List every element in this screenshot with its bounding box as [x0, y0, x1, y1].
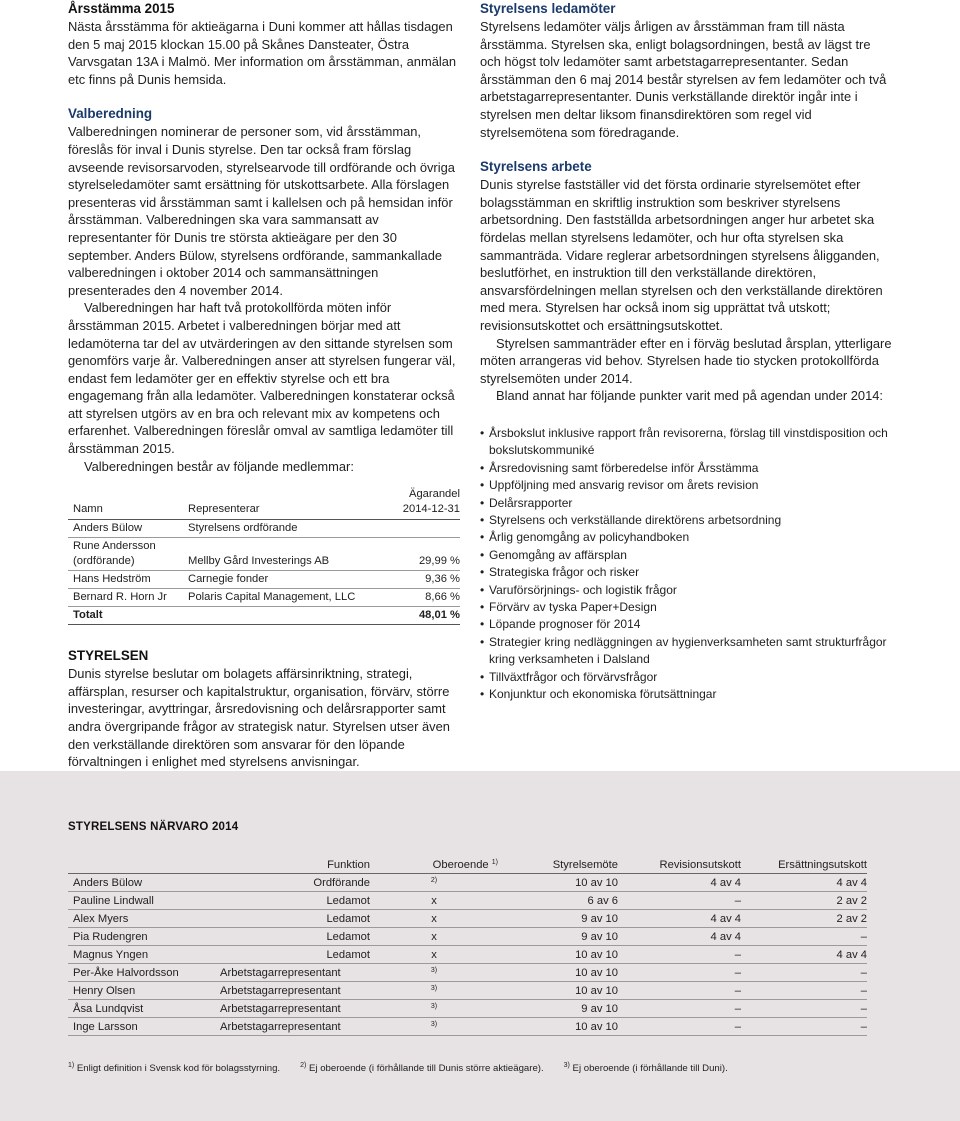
- board-text: Dunis styrelse beslutar om bolagets affärsinriktning, strategi, affärsplan, resurser och kapitalstruktur, organisation, förvärv, större investeringar, avyttringar, årsredovisning och delårsrapporter samt andra övergripande frågor av strategisk natur. Styrelsen utser även den verkställande direktören som ansvarar för den löpande förvaltningen i enlighet med styrelsens anvisningar.: [68, 666, 450, 770]
- cell-oberoende: x: [370, 928, 498, 946]
- cell-oberoende: x: [370, 892, 498, 910]
- cell-name: Alex Myers: [68, 910, 220, 928]
- agenda-item: • Styrelsens och verkställande direktörens arbetsordning: [480, 512, 892, 529]
- cell-funktion: Ledamot: [220, 892, 370, 910]
- agenda-item: • Löpande prognoser för 2014: [480, 616, 892, 633]
- cell-styrelsemote: 9 av 10: [498, 928, 618, 946]
- cell-name: Per-Åke Halvordsson: [68, 964, 220, 982]
- cell-funktion: Arbetstagarrepresentant: [220, 1000, 370, 1018]
- cell-represents: Carnegie fonder: [188, 573, 269, 586]
- cell-name: Bernard R. Horn Jr: [73, 591, 167, 604]
- attendance-row: [68, 928, 867, 946]
- attendance-table: [68, 857, 867, 1036]
- cell-styrelsemote: 6 av 6: [498, 892, 618, 910]
- nomination-paragraph-1: Valberedningen nominerar de personer som, vid årsstämman, föreslås för inval i Dunis styrelse. Den tar också fram förslag avseende revisorsarvoden, styrelsearvode till ordförande och övriga styrelseledamöter samt ersättning för utskottsarbete. Alla förslagen presenteras vid årsstämman samt i kallelsen och på hemsidan inför årsstämman. Valberedningen ska vara sammansatt av representanter för Dunis tre största aktieägare per den 30 september. Anders Bülow, styrelsens ordförande, sammankallade valberedningen i oktober 2014 och sammansättningen presenterades den 4 november 2014.: [68, 124, 455, 298]
- members-text: Styrelsens ledamöter väljs årligen av årsstämman fram till nästa årsstämma. Styrelsen ska, enligt bolagsordningen, bestå av lägst tre och högst tolv ledamöter samt arbetstagarrepresentanter. Sedan årsstämman den 6 maj 2014 består styrelsen av fem ledamöter och två arbetstagarrepresentanter. Dunis verkställande direktör ingår inte i styrelsen men deltar liksom finansdirektören som regel vid styrelsemötena som föredragande.: [480, 19, 887, 140]
- header-revisionsutskott: Revisionsutskott: [618, 857, 741, 874]
- cell-name: Pia Rudengren: [68, 928, 220, 946]
- nomination-paragraph-3: Valberedningen består av följande medlemmar:: [84, 458, 354, 474]
- footnotes: [68, 1062, 748, 1074]
- attendance-row: [68, 982, 867, 1000]
- bullet-icon: •: [480, 460, 485, 475]
- agenda-item: • Strategiska frågor och risker: [480, 564, 892, 581]
- bullet-icon: •: [480, 669, 485, 684]
- cell-name: (ordförande): [73, 555, 135, 568]
- cell-name: Anders Bülow: [73, 522, 143, 535]
- header-name: Namn: [73, 503, 103, 516]
- cell-funktion: Arbetstagarrepresentant: [220, 1018, 370, 1036]
- cell-ersattningsutskott: –: [741, 1018, 867, 1036]
- cell-represents: Polaris Capital Management, LLC: [188, 591, 356, 604]
- cell-funktion: Arbetstagarrepresentant: [220, 964, 370, 982]
- left-column: [68, 0, 460, 771]
- attendance-title: STYRELSENS NÄRVARO 2014: [68, 821, 239, 833]
- attendance-row: [68, 892, 867, 910]
- agenda-item: • Genomgång av affärsplan: [480, 547, 892, 564]
- bullet-icon: •: [480, 599, 485, 614]
- cell-ersattningsutskott: 2 av 2: [741, 910, 867, 928]
- attendance-header-row: [68, 857, 867, 874]
- header-ownership-line-2: 2014-12-31: [402, 503, 460, 516]
- cell-ersattningsutskott: –: [741, 982, 867, 1000]
- work-paragraph-3: Bland annat har följande punkter varit med på agendan under 2014:: [496, 388, 884, 404]
- board-heading: STYRELSEN: [68, 648, 149, 664]
- cell-styrelsemote: 10 av 10: [498, 946, 618, 964]
- cell-name: Anders Bülow: [68, 874, 220, 892]
- cell-revisionsutskott: –: [618, 982, 741, 1000]
- agm-heading: Årsstämma 2015: [68, 1, 175, 16]
- cell-revisionsutskott: 4 av 4: [618, 874, 741, 892]
- cell-ersattningsutskott: –: [741, 928, 867, 946]
- cell-ownership: 29,99 %: [418, 555, 460, 568]
- agenda-item: • Konjunktur och ekonomiska förutsättningar: [480, 686, 892, 703]
- cell-oberoende: 3): [370, 1000, 498, 1018]
- cell-ersattningsutskott: 4 av 4: [741, 874, 867, 892]
- agenda-list: [480, 425, 892, 704]
- agenda-item: • Delårsrapporter: [480, 495, 892, 512]
- table-header: [68, 487, 460, 520]
- cell-ersattningsutskott: –: [741, 1000, 867, 1018]
- agenda-item: • Tillväxtfrågor och förvärvsfrågor: [480, 669, 892, 686]
- cell-ownership: 9,36 %: [425, 573, 460, 586]
- attendance-row: [68, 1000, 867, 1018]
- bullet-icon: •: [480, 512, 485, 527]
- table-row: [68, 520, 460, 538]
- cell-represents: Mellby Gård Investerings AB: [188, 555, 330, 568]
- cell-funktion: Arbetstagarrepresentant: [220, 982, 370, 1000]
- cell-oberoende: 3): [370, 964, 498, 982]
- cell-name: Pauline Lindwall: [68, 892, 220, 910]
- footnote: $^{2)}$ Ej oberoende (i förhållande till Dunis större aktieägare).: [300, 1062, 544, 1074]
- cell-name: Henry Olsen: [68, 982, 220, 1000]
- cell-styrelsemote: 10 av 10: [498, 982, 618, 1000]
- table-row: [68, 589, 460, 607]
- cell-ownership: [370, 521, 460, 536]
- attendance-section: [0, 771, 960, 1121]
- table-row: [68, 554, 460, 571]
- attendance-row: [68, 910, 867, 928]
- bullet-icon: •: [480, 530, 485, 545]
- nomination-heading: Valberedning: [68, 106, 153, 122]
- agenda-item: • Strategier kring nedläggningen av hygienverksamheten samt strukturfrågor kring verksamheten i Dalsland: [480, 634, 887, 667]
- table-row: [68, 571, 460, 589]
- agenda-item: • Varuförsörjnings- och logistik frågor: [480, 582, 892, 599]
- table-total-row: [68, 607, 460, 625]
- cell-represents: Styrelsens ordförande: [188, 522, 298, 535]
- cell-funktion: Ordförande: [220, 874, 370, 892]
- bullet-icon: •: [480, 634, 485, 649]
- attendance-row: [68, 1018, 867, 1036]
- header-ownership-line-1: Ägarandel: [408, 488, 460, 501]
- cell-oberoende: 3): [370, 1018, 498, 1036]
- cell-styrelsemote: 9 av 10: [498, 910, 618, 928]
- cell-revisionsutskott: 4 av 4: [618, 928, 741, 946]
- total-value: 48,01 %: [418, 609, 460, 622]
- bullet-icon: •: [480, 425, 485, 440]
- cell-represents: [188, 539, 370, 554]
- cell-name: Rune Andersson: [73, 540, 156, 553]
- cell-oberoende: x: [370, 910, 498, 928]
- members-heading: Styrelsens ledamöter: [480, 1, 616, 16]
- attendance-row: [68, 874, 867, 892]
- cell-styrelsemote: 10 av 10: [498, 964, 618, 982]
- cell-revisionsutskott: –: [618, 946, 741, 964]
- agenda-item: • Förvärv av tyska Paper+Design: [480, 599, 892, 616]
- header-ersattningsutskott: Ersättningsutskott: [741, 857, 867, 874]
- attendance-row: [68, 964, 867, 982]
- cell-styrelsemote: 9 av 10: [498, 1000, 618, 1018]
- cell-funktion: Ledamot: [220, 946, 370, 964]
- bullet-icon: •: [480, 686, 485, 701]
- header-ownership: [370, 487, 460, 517]
- cell-funktion: Ledamot: [220, 928, 370, 946]
- agm-text: Nästa årsstämma för aktieägarna i Duni kommer att hållas tisdagen den 5 maj 2015 klockan 15.00 på Skånes Dansteater, Östra Varvsgatan 13A i Malmö. Mer information om årsstämman, anmälan etc finns på Dunis hemsida.: [68, 19, 457, 87]
- cell-ersattningsutskott: 2 av 2: [741, 892, 867, 910]
- cell-name: Inge Larsson: [68, 1018, 220, 1036]
- bullet-icon: •: [480, 565, 485, 580]
- footnote: $^{1)}$ Enligt definition i Svensk kod för bolagsstyrning.: [68, 1062, 281, 1074]
- agenda-item: • Uppföljning med ansvarig revisor om årets revision: [480, 477, 892, 494]
- cell-ersattningsutskott: –: [741, 964, 867, 982]
- table-row: [68, 538, 460, 554]
- bullet-icon: •: [480, 478, 485, 493]
- cell-ownership: 8,66 %: [425, 591, 460, 604]
- bullet-icon: •: [480, 547, 485, 562]
- attendance-row: [68, 946, 867, 964]
- header-funktion: Funktion: [220, 857, 370, 874]
- cell-name: Hans Hedström: [73, 573, 151, 586]
- bullet-icon: •: [480, 495, 485, 510]
- cell-oberoende: x: [370, 946, 498, 964]
- agenda-item: • Årlig genomgång av policyhandboken: [480, 529, 892, 546]
- cell-revisionsutskott: 4 av 4: [618, 910, 741, 928]
- cell-funktion: Ledamot: [220, 910, 370, 928]
- work-paragraph-1: Dunis styrelse fastställer vid det första ordinarie styrelsemötet efter bolagsstämman en skriftlig instruktion som beskriver styrelsens arbetsordning. Den fastställda arbetsordningen anger hur arbetet ska fördelas mellan styrelsens ledamöter, och hur ofta styrelsen ska sammanträda. Vidare reglerar arbetsordningen styrelsens åligganden, beslutförhet, en instruktion till den verkställande direktören, ansvarsfördelningen mellan styrelsen och den verkställande direktören med mera. Styrelsen har också inom sig upprättat två utskott; revisionsutskottet och ersättningsutskottet.: [480, 177, 883, 333]
- header-represents: Representerar: [188, 503, 260, 516]
- cell-revisionsutskott: –: [618, 1018, 741, 1036]
- cell-ownership: [370, 539, 460, 554]
- cell-oberoende: 2): [370, 874, 498, 892]
- cell-ersattningsutskott: 4 av 4: [741, 946, 867, 964]
- cell-styrelsemote: 10 av 10: [498, 874, 618, 892]
- header-oberoende: Oberoende $^{1)}$: [370, 857, 498, 874]
- footnote: $^{3)}$ Ej oberoende (i förhållande till Duni).: [563, 1062, 728, 1074]
- nomination-paragraph-2: Valberedningen har haft två protokollförda möten inför årsstämman 2015. Arbetet i valberedningen börjar med att ledamöterna tar del av utvärderingen av den sittande styrelsen som genomförs varje år. Valberedningen anser att styrelsen fungerar väl, endast fem ledamöter ger en effektiv styrelse och ett bra engagemang från alla ledamöter. Valberedningen konstaterar också att styrelsen utgörs av en bra och relevant mix av kompetens och erfarenhet. Valberedningen föreslår omval av samtliga ledamöter till årsstämman 2015.: [68, 300, 456, 457]
- total-label: Totalt: [73, 609, 103, 622]
- agenda-item: • Årsbokslut inklusive rapport från revisorerna, förslag till vinstdisposition och bokslutskommuniké: [480, 425, 888, 458]
- right-column: [480, 0, 892, 703]
- header-styrelsemote: Styrelsemöte: [498, 857, 618, 874]
- cell-name: Magnus Yngen: [68, 946, 220, 964]
- bullet-icon: •: [480, 582, 485, 597]
- agenda-item: • Årsredovisning samt förberedelse inför Årsstämma: [480, 460, 892, 477]
- cell-styrelsemote: 10 av 10: [498, 1018, 618, 1036]
- nomination-members-table: [68, 487, 460, 625]
- cell-name: Åsa Lundqvist: [68, 1000, 220, 1018]
- bullet-icon: •: [480, 617, 485, 632]
- work-paragraph-2: Styrelsen sammanträder efter en i förväg beslutad årsplan, ytterligare möten arrangeras vid behov. Styrelsen hade tio stycken protokollförda styrelsemöten under 2014.: [480, 335, 892, 386]
- work-heading: Styrelsens arbete: [480, 159, 592, 175]
- cell-revisionsutskott: –: [618, 964, 741, 982]
- cell-oberoende: 3): [370, 982, 498, 1000]
- cell-revisionsutskott: –: [618, 1000, 741, 1018]
- cell-revisionsutskott: –: [618, 892, 741, 910]
